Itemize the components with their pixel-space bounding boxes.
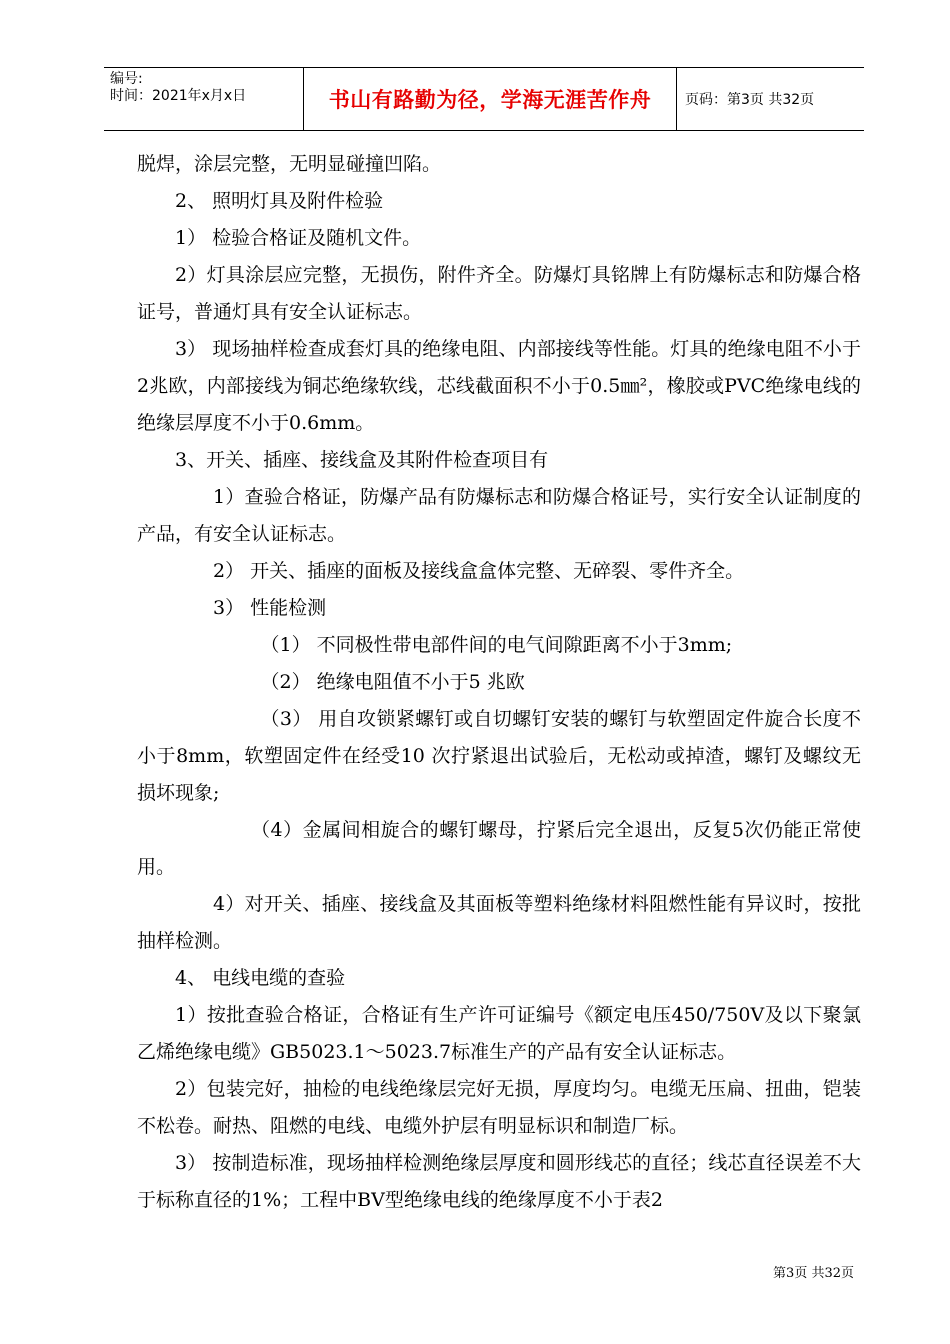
header-motto: 书山有路勤为径，学海无涯苦作舟 [303, 68, 677, 130]
paragraph: 1） 检验合格证及随机文件。 [175, 227, 422, 249]
document-body [137, 146, 861, 1219]
page-header [104, 67, 864, 131]
paragraph: （4）金属间相旋合的螺钉螺母，拧紧后完全退出，反复5次仍能正常使用。 [137, 819, 861, 878]
paragraph: 2、 照明灯具及附件检验 [175, 190, 384, 212]
paragraph: （1） 不同极性带电部件间的电气间隙距离不小于3mm; [260, 634, 733, 656]
time-label: 时间：2021年x月x日 [110, 88, 247, 104]
paragraph: 3、开关、插座、接线盒及其附件检查项目有 [175, 449, 549, 471]
paragraph: 3） 性能检测 [213, 597, 327, 619]
paragraph: 4、 电线电缆的查验 [175, 967, 346, 989]
paragraph: 2）包装完好，抽检的电线绝缘层完好无损，厚度均匀。电缆无压扁、扭曲，铠装不松卷。耐热、阻燃的电线、电缆外护层有明显标识和制造厂标。 [137, 1078, 861, 1137]
paragraph: 脱焊，涂层完整，无明显碰撞凹陷。 [137, 153, 442, 175]
paragraph: 1）查验合格证，防爆产品有防爆标志和防爆合格证号，实行安全认证制度的产品，有安全认证标志。 [137, 486, 861, 545]
paragraph: 1）按批查验合格证，合格证有生产许可证编号《额定电压450/750V及以下聚氯乙烯绝缘电缆》GB5023.1～5023.7标准生产的产品有安全认证标志。 [137, 1004, 861, 1063]
paragraph: （2） 绝缘电阻值不小于5 兆欧 [260, 671, 525, 693]
header-meta [104, 68, 303, 130]
paragraph: 4）对开关、插座、接线盒及其面板等塑料绝缘材料阻燃性能有异议时，按批抽样检测。 [137, 893, 861, 952]
paragraph: 2）灯具涂层应完整，无损伤，附件齐全。防爆灯具铭牌上有防爆标志和防爆合格证号，普通灯具有安全认证标志。 [137, 264, 861, 323]
number-label: 编号: [110, 71, 143, 87]
paragraph: 2） 开关、插座的面板及接线盒盒体完整、无碎裂、零件齐全。 [213, 560, 745, 582]
page-footer: 第3页 共32页 [773, 1266, 854, 1281]
paragraph: （3） 用自攻锁紧螺钉或自切螺钉安装的螺钉与软塑固定件旋合长度不小于8mm，软塑固定件在经受10 次拧紧退出试验后，无松动或掉渣，螺钉及螺纹无损坏现象; [137, 708, 861, 804]
paragraph: 3） 现场抽样检查成套灯具的绝缘电阻、内部接线等性能。灯具的绝缘电阻不小于2兆欧，内部接线为铜芯绝缘软线，芯线截面积不小于0.5㎜²，橡胶或PVC绝缘电线的绝缘层厚度不小于0.6mm。 [137, 338, 861, 434]
header-page-label: 页码：第3页 共32页 [685, 92, 815, 108]
paragraph: 3） 按制造标准，现场抽样检测绝缘层厚度和圆形线芯的直径；线芯直径误差不大于标称直径的1%；工程中BV型绝缘电线的绝缘厚度不小于表2 [137, 1152, 861, 1211]
